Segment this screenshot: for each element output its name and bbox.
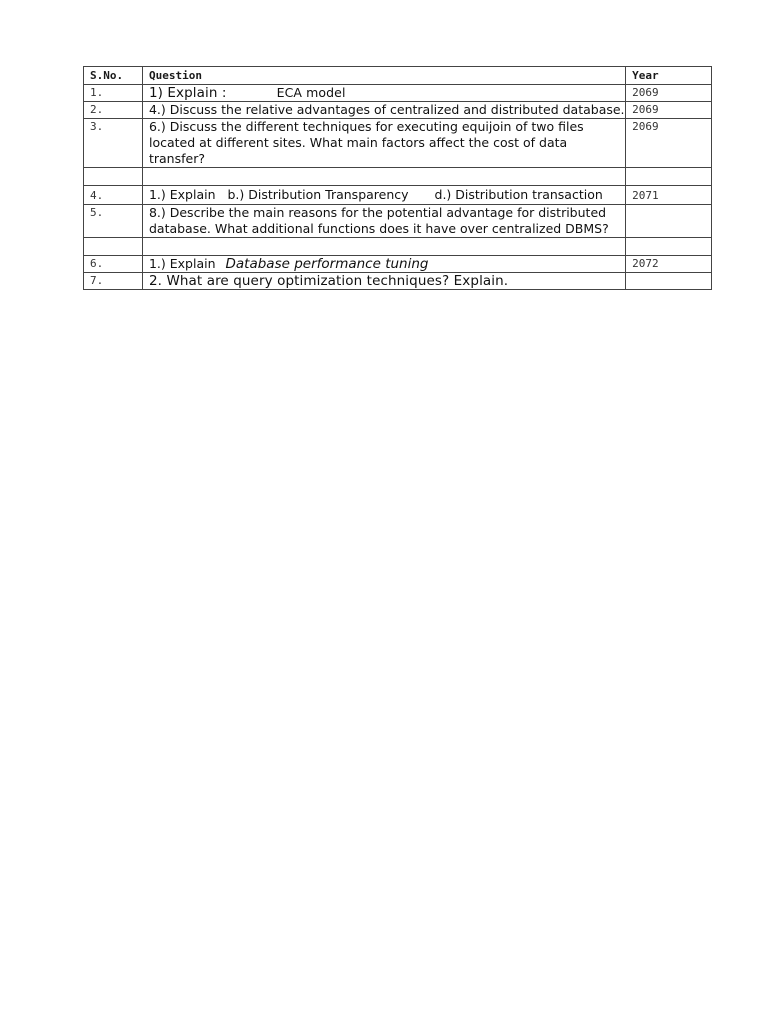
question-prefix: 1.) Explain <box>148 187 216 202</box>
row-question: 8.) Describe the main reasons for the potential advantage for distributed database. What additional functions does it have over centralized DBMS? <box>142 205 625 238</box>
row-question <box>142 186 625 205</box>
row-sno: 3. <box>84 119 143 168</box>
row-question: 6.) Discuss the different techniques for executing equijoin of two files located at different sites. What main factors affect the cost of data transfer? <box>142 119 625 168</box>
blank-cell <box>142 168 625 186</box>
row-year: 2069 <box>626 102 712 119</box>
question-topic: Database performance tuning <box>225 256 429 272</box>
table-row <box>84 119 712 168</box>
question-table <box>83 66 712 290</box>
row-sno: 5. <box>84 205 143 238</box>
table-row <box>84 85 712 102</box>
question-part-d: d.) Distribution transaction <box>434 187 603 202</box>
row-year: 2071 <box>626 186 712 205</box>
row-sno: 1. <box>84 85 143 102</box>
question-prefix: 1.) Explain <box>148 256 216 271</box>
row-year: 2069 <box>626 85 712 102</box>
header-sno: S.No. <box>84 67 143 85</box>
blank-cell <box>84 168 143 186</box>
table-row <box>84 256 712 273</box>
row-sno: 6. <box>84 256 143 273</box>
row-year: 2069 <box>626 119 712 168</box>
row-year <box>626 273 712 290</box>
row-sno: 4. <box>84 186 143 205</box>
blank-row <box>84 238 712 256</box>
row-question: 4.) Discuss the relative advantages of centralized and distributed database. <box>142 102 625 119</box>
table-row <box>84 205 712 238</box>
table-header-row <box>84 67 712 85</box>
question-prefix: 1) Explain : <box>148 85 227 101</box>
row-question <box>142 85 625 102</box>
row-year <box>626 205 712 238</box>
row-question: 2. What are query optimization techniques? Explain. <box>142 273 625 290</box>
row-question <box>142 256 625 273</box>
question-topic: ECA model <box>276 85 346 100</box>
row-sno: 7. <box>84 273 143 290</box>
question-part-b: b.) Distribution Transparency <box>227 187 409 202</box>
table-row <box>84 186 712 205</box>
row-sno: 2. <box>84 102 143 119</box>
table-row <box>84 102 712 119</box>
header-question: Question <box>142 67 625 85</box>
blank-cell <box>142 238 625 256</box>
header-year: Year <box>626 67 712 85</box>
blank-cell <box>626 238 712 256</box>
blank-cell <box>84 238 143 256</box>
row-year: 2072 <box>626 256 712 273</box>
blank-cell <box>626 168 712 186</box>
blank-row <box>84 168 712 186</box>
table-row <box>84 273 712 290</box>
